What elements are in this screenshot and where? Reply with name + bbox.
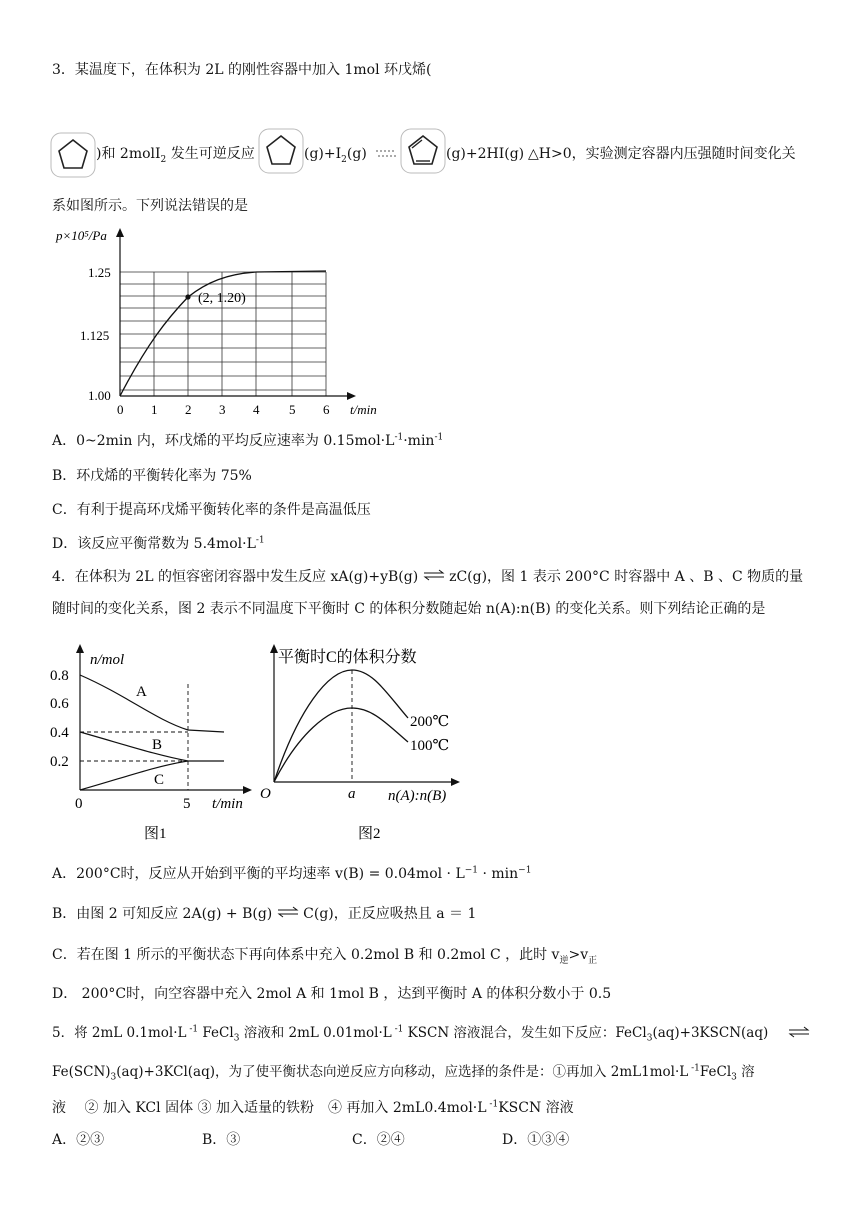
figure-1-chart: [46, 640, 260, 850]
x-axis-label: t/min: [350, 402, 377, 417]
q5-option-c[interactable]: C．②④: [352, 1132, 405, 1148]
q3-option-a[interactable]: A．0~2min 内，环戊烯的平均反应速率为 $0.15mol\cdot L^{-1}\cdot\min^{-1}$: [52, 432, 444, 449]
q4-option-d[interactable]: D． 200°C时，向空容器中充入 2mol A 和 1mol B ，达到平衡时 A 的体积分数小于 0.5: [52, 986, 612, 1002]
xtick: 6: [323, 402, 330, 417]
xtick: 5: [289, 402, 296, 417]
q5-option-b[interactable]: B．③: [202, 1132, 241, 1148]
y-axis-label: p×10⁵/Pa: [56, 228, 107, 243]
curve-label-b: B: [152, 737, 163, 753]
ytick: 1.125: [80, 328, 110, 343]
xtick: 0: [117, 402, 124, 417]
ytick: 0.6: [50, 696, 69, 712]
x-axis-label: t/min: [212, 796, 243, 812]
xtick: 1: [151, 402, 158, 417]
curve-c: [80, 761, 188, 790]
cyclopentene-icon: [50, 132, 96, 178]
equilibrium-arrow-icon: [374, 146, 400, 160]
xtick: 3: [219, 402, 226, 417]
xtick: a: [348, 786, 356, 802]
equilibrium-arrow-icon: [788, 1026, 810, 1042]
q3-option-b[interactable]: B．环戊烯的平衡转化率为 75%: [52, 468, 252, 484]
ytick: 0.4: [50, 725, 69, 741]
q4-stem-line2: 随时间的变化关系，图 2 表示不同温度下平衡时 C 的体积分数随起始 n(A):n(B) 的变化关系。则下列结论正确的是: [52, 601, 766, 617]
ytick: 0.8: [50, 668, 69, 684]
y-axis-label: 平衡时C的体积分数: [278, 649, 417, 666]
q4-option-a[interactable]: A．200°C时，反应从开始到平衡的平均速率 $v(B) = 0.04mol \cdot L^{-1} \cdot \min^{-1}$: [52, 865, 532, 882]
xtick: 2: [185, 402, 192, 417]
figure-2-chart: [258, 640, 478, 850]
cyclopentadiene-icon: [400, 128, 446, 174]
q5-option-a[interactable]: A．②③: [52, 1132, 105, 1148]
q4-option-b[interactable]: B．由图 2 可知反应 2A(g) + B(g) C(g)，正反应吸热且 a ＝ 1: [52, 906, 477, 922]
curve-label-100c: 100℃: [410, 738, 450, 754]
xtick: 5: [183, 796, 191, 812]
xtick: 0: [75, 796, 83, 812]
y-axis-label: n/mol: [90, 652, 125, 668]
equilibrium-arrow-icon: [423, 567, 445, 587]
q3-reaction-product: (g)+2HI(g): [446, 146, 525, 162]
curve-label-200c: 200℃: [410, 714, 450, 730]
curve-200c: [274, 670, 408, 782]
figure-caption: 图2: [358, 826, 381, 842]
curve-a: [80, 675, 224, 732]
q3-option-c[interactable]: C．有利于提高环戊烯平衡转化率的条件是高温低压: [52, 502, 371, 518]
curve-label-c: C: [154, 772, 165, 788]
cyclopentene-icon: [258, 128, 304, 174]
q5-stem-line2: $Fe(SCN)_3(aq)+3KCl(aq)$，为了使平衡状态向逆反应方向移动，应选择的条件是：①再加入 2mL1mol·L $^{-1}$FeCl$_3$ 溶: [52, 1063, 755, 1083]
figure-caption: 图1: [144, 826, 167, 842]
x-axis-label: n(A):n(B): [388, 788, 447, 804]
equilibrium-arrow-icon: [277, 904, 299, 924]
point-label: (2, 1.20): [198, 291, 246, 306]
xtick: 4: [253, 402, 260, 417]
ytick: 1.25: [88, 265, 111, 280]
q3-option-d[interactable]: D．该反应平衡常数为 $5.4mol\cdot L^{-1}$: [52, 535, 265, 552]
q3-reaction-part: $(g)+I_2(g)$: [304, 146, 367, 165]
q4-option-c[interactable]: C．若在图 1 所示的平衡状态下再向体系中充入 0.2mol B 和 0.2mol C ，此时 $v_逆>v_正$: [52, 947, 598, 966]
q3-stem-line2-end: △H>0，实验测定容器内压强随时间变化关: [528, 146, 796, 162]
q3-stem-line2: )和 2molI$_2$ 发生可逆反应: [96, 146, 255, 165]
q5-stem-line3: 液 ② 加入 KCl 固体 ③ 加入适量的铁粉 ④ 再加入 2mL0.4mol·L $^{-1}$KSCN 溶液: [52, 1099, 574, 1116]
curve-label-a: A: [136, 684, 147, 700]
curve-100c: [274, 708, 408, 782]
pressure-time-chart: [52, 224, 392, 424]
q5-stem-line1: 5．将 2mL 0.1mol·L $^{-1}$ FeCl$_3$ 溶液和 2mL 0.01mol·L $^{-1}$ KSCN 溶液混合，发生如下反应：FeCl$_3$(aq)+3KSCN(aq): [52, 1024, 769, 1044]
q5-option-d[interactable]: D．①③④: [502, 1132, 570, 1148]
pressure-curve: [120, 271, 326, 396]
q3-stem-line3: 系如图所示。下列说法错误的是: [52, 198, 248, 214]
ytick: 0.2: [50, 754, 69, 770]
q3-stem-line1: 3．某温度下，在体积为 2L 的刚性容器中加入 1mol 环戊烯(: [52, 62, 432, 78]
q4-stem-line1: 4．在体积为 2L 的恒容密闭容器中发生反应 xA(g)+yB(g) zC(g)，图 1 表示 200°C 时容器中 A 、B 、C 物质的量: [52, 569, 804, 585]
data-point: [185, 294, 190, 299]
origin-label: O: [260, 786, 271, 802]
ytick: 1.00: [88, 388, 111, 403]
